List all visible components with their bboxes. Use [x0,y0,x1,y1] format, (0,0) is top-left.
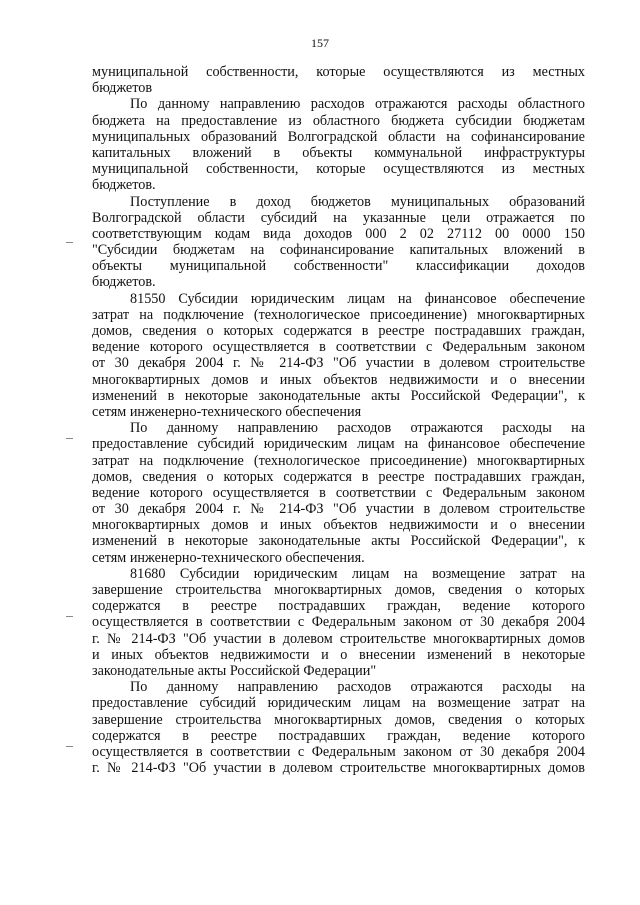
text-line: По данному направлению расходов отражаются расходы на [130,679,585,696]
text-line: изменений в некоторые законодательные акты Российской Федерации", к [92,387,585,404]
text-line: законодательные акты Российской Федерации" [92,662,377,679]
text-line: предоставление субсидий юридическим лицам на возмещение затрат на [92,695,585,712]
text-line: домов, сведения о которых содержатся в реестре пострадавших граждан, [92,468,585,485]
margin-mark [66,616,73,617]
page-number: 157 [311,36,329,50]
text-line: соответствующим кодам вида доходов 000 2 02 27112 00 0000 150 [92,225,585,242]
text-line: от 30 декабря 2004 г. № 214-ФЗ "Об участии в долевом строительстве [92,355,585,372]
text-line: затрат на подключение (технологическое присоединение) многоквартирных [92,306,585,323]
text-line: бюджетов [92,80,153,97]
text-line: предоставление субсидий юридическим лицам на финансовое обеспечение [92,436,585,453]
text-line: бюджетов. [92,177,156,194]
text-line: бюджета на предоставление из областного бюджета субсидии бюджетам [92,112,585,129]
text-line: объекты муниципальной собственности" классификации доходов [92,258,585,275]
text-line: домов, сведения о которых содержатся в реестре пострадавших граждан, [92,323,585,339]
text-line: По данному направлению расходов отражаются расходы областного [130,96,585,113]
body-text [92,64,585,776]
text-line: 81550 Субсидии юридическим лицам на финансовое обеспечение [130,290,585,307]
text-line: затрат на подключение (технологическое присоединение) многоквартирных [92,452,585,469]
margin-mark [66,438,73,439]
text-line: Поступление в доход бюджетов муниципальных образований [130,193,585,210]
text-line: ведение которого осуществляется в соответствии с Федеральным законом [92,339,585,356]
text-line: 81680 Субсидии юридическим лицам на возмещение затрат на [130,565,585,582]
text-line: изменений в некоторые законодательные акты Российской Федерации", к [92,533,585,550]
text-line: г. № 214-ФЗ "Об участии в долевом строительстве многоквартирных домов [92,630,585,647]
text-line: муниципальной собственности, которые осуществляются из местных [92,64,585,80]
text-line: По данному направлению расходов отражаются расходы на [130,420,585,437]
text-line: содержатся в реестре пострадавших граждан, ведение которого [92,598,585,615]
text-line: многоквартирных домов и иных объектов недвижимости и о внесении [92,371,585,388]
text-line: завершение строительства многоквартирных домов, сведения о которых [92,711,585,728]
text-line: завершение строительства многоквартирных домов, сведения о которых [92,582,585,598]
text-line: ведение которого осуществляется в соответствии с Федеральным законом [92,484,585,501]
text-line: капитальных вложений в объекты коммунальной инфраструктуры [92,144,585,161]
margin-mark [66,242,73,243]
text-line: г. № 214-ФЗ "Об участии в долевом строительстве многоквартирных домов [92,760,585,777]
text-line: осуществляется в соответствии с Федеральным законом от 30 декабря 2004 [92,743,585,760]
text-line: бюджетов. [92,274,156,291]
text-line: сетям инженерно-технического обеспечения. [92,549,365,566]
text-line: "Субсидии бюджетам на софинансирование капитальных вложений в [92,242,585,259]
text-line: сетям инженерно-технического обеспечения [92,403,362,420]
text-line: Волгоградской области субсидий на указанные цели отражается по [92,209,585,226]
text-line: от 30 декабря 2004 г. № 214-ФЗ "Об участии в долевом строительстве [92,501,585,518]
text-line: и иных объектов недвижимости и о внесении изменений в некоторые [92,646,585,663]
text-line: многоквартирных домов и иных объектов недвижимости и о внесении [92,517,585,534]
text-line: муниципальных образований Волгоградской области на софинансирование [92,128,585,145]
text-line: содержатся в реестре пострадавших граждан, ведение которого [92,727,585,744]
text-line: осуществляется в соответствии с Федеральным законом от 30 декабря 2004 [92,614,585,631]
margin-mark [66,746,73,747]
text-line: муниципальной собственности, которые осуществляются из местных [92,161,585,178]
